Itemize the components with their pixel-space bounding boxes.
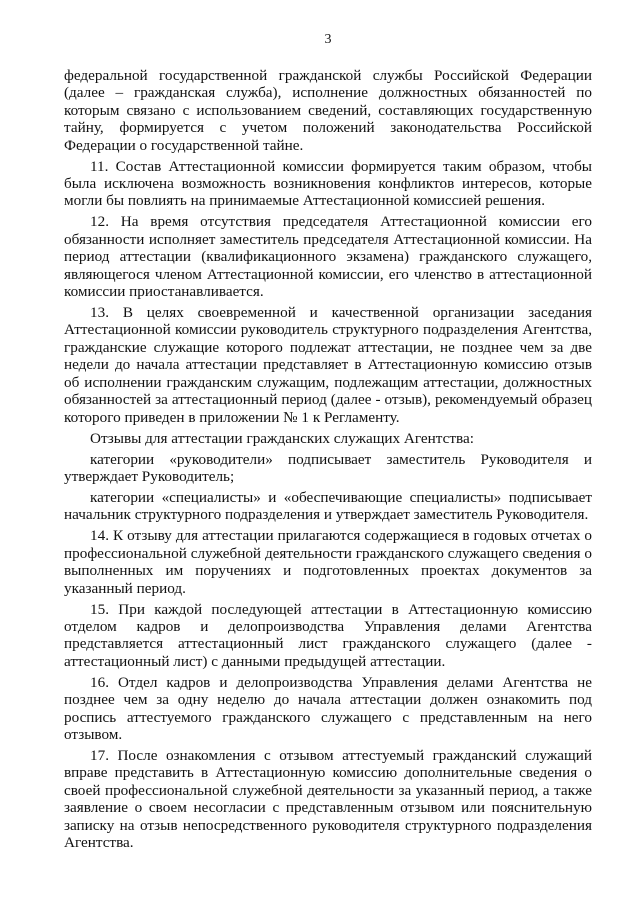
paragraph-16: 16. Отдел кадров и делопроизводства Управления делами Агентства не позднее чем за одну неделю до начала аттестации должен ознакомить под роспись аттестуемого гражданского служащего с представленным на него отзывом. (64, 673, 592, 743)
paragraph-17: 17. После ознакомления с отзывом аттестуемый гражданский служащий вправе представить в Аттестационную комиссию дополнительные сведения о своей профессиональной служебной деятельности за указанный период, а также заявление о своем несогласии с представленным отзывом или пояснительную записку на отзыв непосредственного руководителя структурного подразделения Агентства. (64, 746, 592, 851)
paragraph-12: 12. На время отсутствия председателя Аттестационной комиссии его обязанности исполняет заместитель председателя Аттестационной комиссии. На период аттестации (квалификационного экзамена) гражданского служащего, являющегося членом Аттестационной комиссии, его членство в аттестационной комиссии приостанавливается. (64, 213, 592, 301)
paragraph-category-managers: категории «руководители» подписывает заместитель Руководителя и утверждает Руководитель; (64, 450, 592, 485)
paragraph-15: 15. При каждой последующей аттестации в Аттестационную комиссию отделом кадров и делопроизводства Управления делами Агентства представляется аттестационный лист гражданского служащего (далее - аттестационный лист) с данными предыдущей аттестации. (64, 600, 592, 670)
paragraph-reviews-intro: Отзывы для аттестации гражданских служащих Агентства: (90, 429, 474, 447)
paragraph-11: 11. Состав Аттестационной комиссии формируется таким образом, чтобы была исключена возможность возникновения конфликтов интересов, которые могли бы повлиять на принимаемые Аттестационной комиссией решения. (64, 157, 592, 210)
paragraph-category-specialists: категории «специалисты» и «обеспечивающие специалисты» подписывает начальник структурного подразделения и утверждает заместитель Руководителя. (64, 488, 592, 524)
page-number: 3 (324, 32, 332, 47)
paragraph-13: 13. В целях своевременной и качественной организации заседания Аттестационной комиссии руководитель структурного подразделения Агентства, гражданские служащие которого подлежат аттестации, не позднее чем за две недели до начала аттестации представляет в Аттестационную комиссию отзыв об исполнении гражданским служащим, подлежащим аттестации, должностных обязанностей за аттестационный период (далее - отзыв), рекомендуемый образец которого приведен в приложении № 1 к Регламенту. (64, 304, 592, 426)
paragraph-14: 14. К отзыву для аттестации прилагаются содержащиеся в годовых отчетах о профессиональной служебной деятельности гражданского служащего сведения о выполненных им поручениях и подготовленных проектах документов за указанный период. (64, 527, 592, 597)
paragraph-continuation: федеральной государственной гражданской службы Российской Федерации (далее – гражданская служба), исполнение должностных обязанностей по которым связано с использованием сведений, составляющих государственную тайну, формируется с учетом положений законодательства Российской Федерации о государственной тайне. (64, 67, 592, 154)
